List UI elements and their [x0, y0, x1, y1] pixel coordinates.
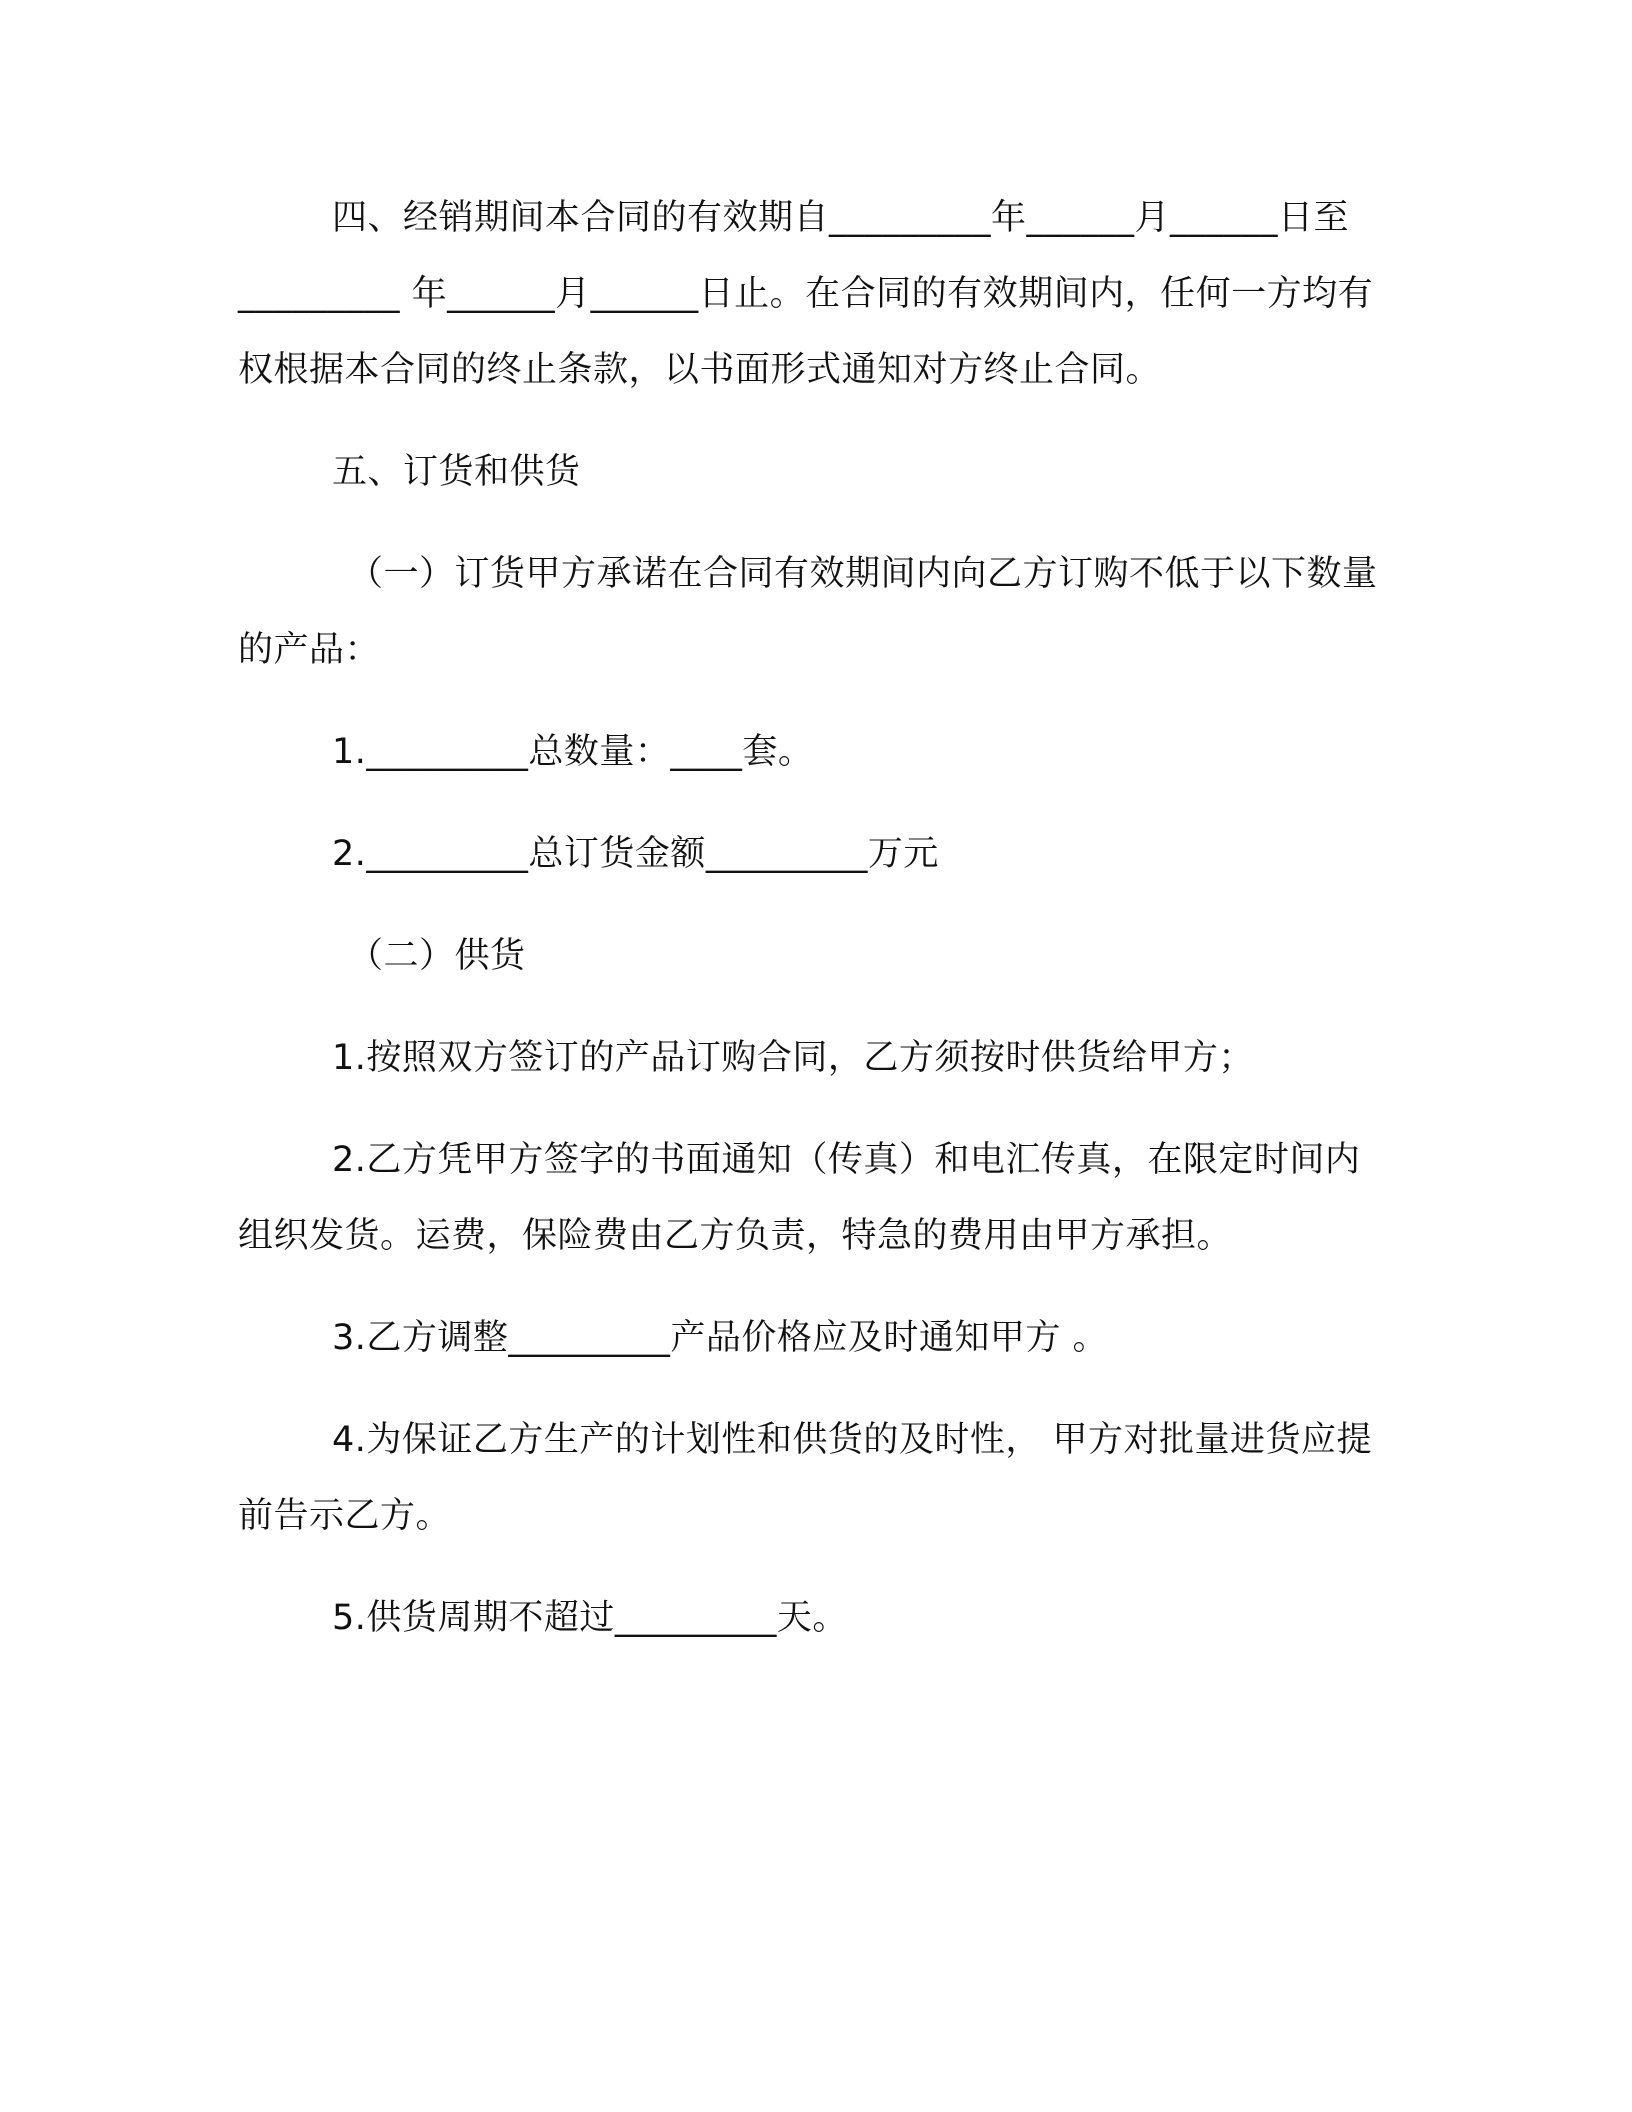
section-ordering: （一）订货甲方承诺在合同有效期间内向乙方订购不低于以下数量的产品： — [238, 554, 1378, 670]
clause-5-heading: 五、订货和供货 — [332, 452, 581, 492]
section-supply-heading: （二）供货 — [348, 936, 526, 976]
document-page — [238, 180, 1378, 1656]
supply-item-5: 5.供货周期不超过_________天。 — [332, 1598, 848, 1638]
supply-item-2: 2.乙方凭甲方签字的书面通知（传真）和电汇传真，在限定时间内组织发货。运费，保险费由乙方负责，特急的费用由甲方承担。 — [238, 1140, 1361, 1256]
supply-item-1: 1.按照双方签订的产品订购合同，乙方须按时供货给甲方； — [332, 1038, 1254, 1078]
supply-item-3: 3.乙方调整_________产品价格应及时通知甲方 。 — [332, 1318, 1109, 1358]
ordering-item-2: 2._________总订货金额_________万元 — [332, 834, 939, 874]
ordering-item-1: 1._________总数量：____套。 — [332, 732, 814, 772]
clause-4-validity-period: 四、经销期间本合同的有效期自_________年______月______日至_________ 年______月______日止。在合同的有效期间内，任何一方均有权根据本合同的终止条款，以书面形式通知对方终止合同。 — [238, 198, 1374, 390]
supply-item-4: 4.为保证乙方生产的计划性和供货的及时性， 甲方对批量进货应提前告示乙方。 — [238, 1420, 1373, 1536]
